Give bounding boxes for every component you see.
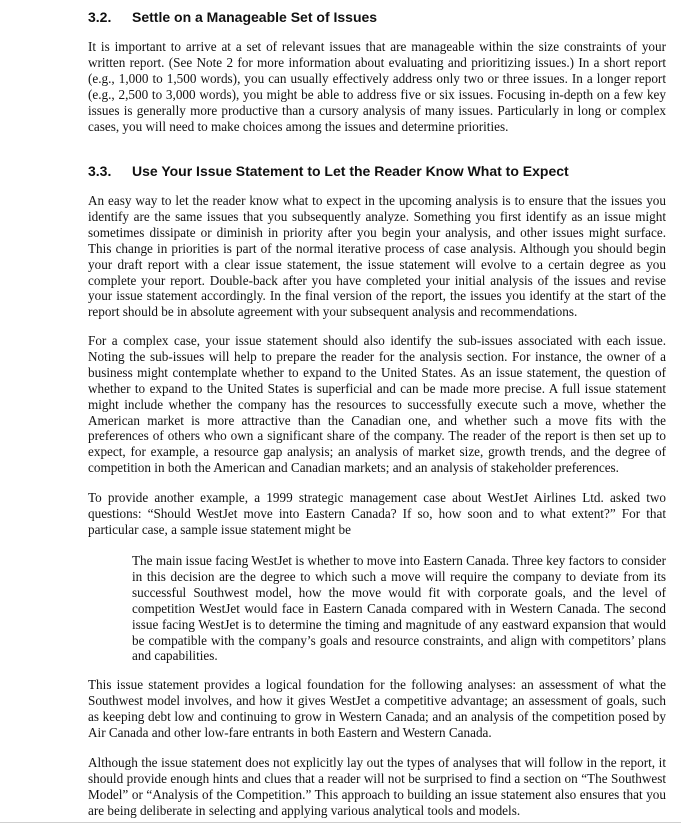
section-3-2-heading <box>88 8 377 26</box>
section-title: Settle on a Manageable Set of Issues <box>132 9 378 25</box>
section-3-3-heading <box>88 162 569 180</box>
paragraph: Although the issue statement does not explicitly lay out the types of analyses that will follow in the report, it should provide enough hints and clues that a reader will not be surprised to find a section on “The Southwest Model” or “Analysis of the Competition.” This approach to building an issue statement also ensures that you are being deliberate in selecting and applying various analytical tools and models. <box>88 755 666 818</box>
section-title: Use Your Issue Statement to Let the Reader Know What to Expect <box>132 163 569 179</box>
section-number: 3.2. <box>88 9 112 25</box>
section-number: 3.3. <box>88 163 112 179</box>
paragraph: It is important to arrive at a set of relevant issues that are manageable within the size constraints of your written report. (See Note 2 for more information about evaluating and prioritizing issues.) In a short report (e.g., 1,000 to 1,500 words), you can usually effectively address only two or three issues. In a longer report (e.g., 2,500 to 3,000 words), you might be able to address five or six issues. Focusing in-depth on a few key issues is generally more productive than a cursory analysis of many issues. Particularly in long or complex cases, you will need to make choices among the issues and determine priorities. <box>88 39 666 134</box>
paragraph: An easy way to let the reader know what to expect in the upcoming analysis is to ensure that the issues you identify are the same issues that you subsequently analyze. Something you first identify as an issue might sometimes dissipate or diminish in priority after you begin your analysis, and other issues might surface. This change in priorities is part of the normal iterative process of case analysis. Although you should begin your draft report with a clear issue statement, the issue statement will evolve to a certain degree as you complete your report. Double-back after you have completed your initial analysis of the issues and revise your issue statement accordingly. In the final version of the report, the issues you identify at the start of the report should be in absolute agreement with your subsequent analysis and recommendations. <box>88 193 666 320</box>
page-bottom-divider <box>0 822 681 823</box>
paragraph: For a complex case, your issue statement should also identify the sub-issues associated with each issue. Noting the sub-issues will help to prepare the reader for the analysis section. For instance, the owner of a business might contemplate whether to expand to the United States. As an issue statement, the question of whether to expand to the United States is superficial and can be made more precise. A full issue statement might include whether the company has the resources to successfully execute such a move, whether the American market is more attractive than the Canadian one, and whether such a move fits with the preferences of others who own a significant share of the company. The reader of the report is then set up to expect, for example, a resource gap analysis; an analysis of market size, growth trends, and the degree of competition in both the American and Canadian markets; and an analysis of stakeholder preferences. <box>88 333 666 476</box>
paragraph: This issue statement provides a logical foundation for the following analyses: an assessment of what the Southwest model involves, and how it gives WestJet a competitive advantage; an assessment of goals, such as keeping debt low and continuing to grow in Western Canada; and an analysis of the competition posed by Air Canada and other low-fare entrants in both Eastern and Western Canada. <box>88 677 666 740</box>
block-quote: The main issue facing WestJet is whether to move into Eastern Canada. Three key factors to consider in this decision are the degree to which such a move will require the company to deviate from its successful Southwest model, how the move would fit with corporate goals, and the level of competition WestJet would face in Eastern Canada compared with in Western Canada. The second issue facing WestJet is to determine the timing and magnitude of any eastward expansion that would be compatible with the company’s goals and resource constraints, and align with competitors’ plans and capabilities. <box>132 553 666 664</box>
paragraph: To provide another example, a 1999 strategic management case about WestJet Airlines Ltd. asked two questions: “Should WestJet move into Eastern Canada? If so, how soon and to what extent?” For that particular case, a sample issue statement might be <box>88 490 666 537</box>
